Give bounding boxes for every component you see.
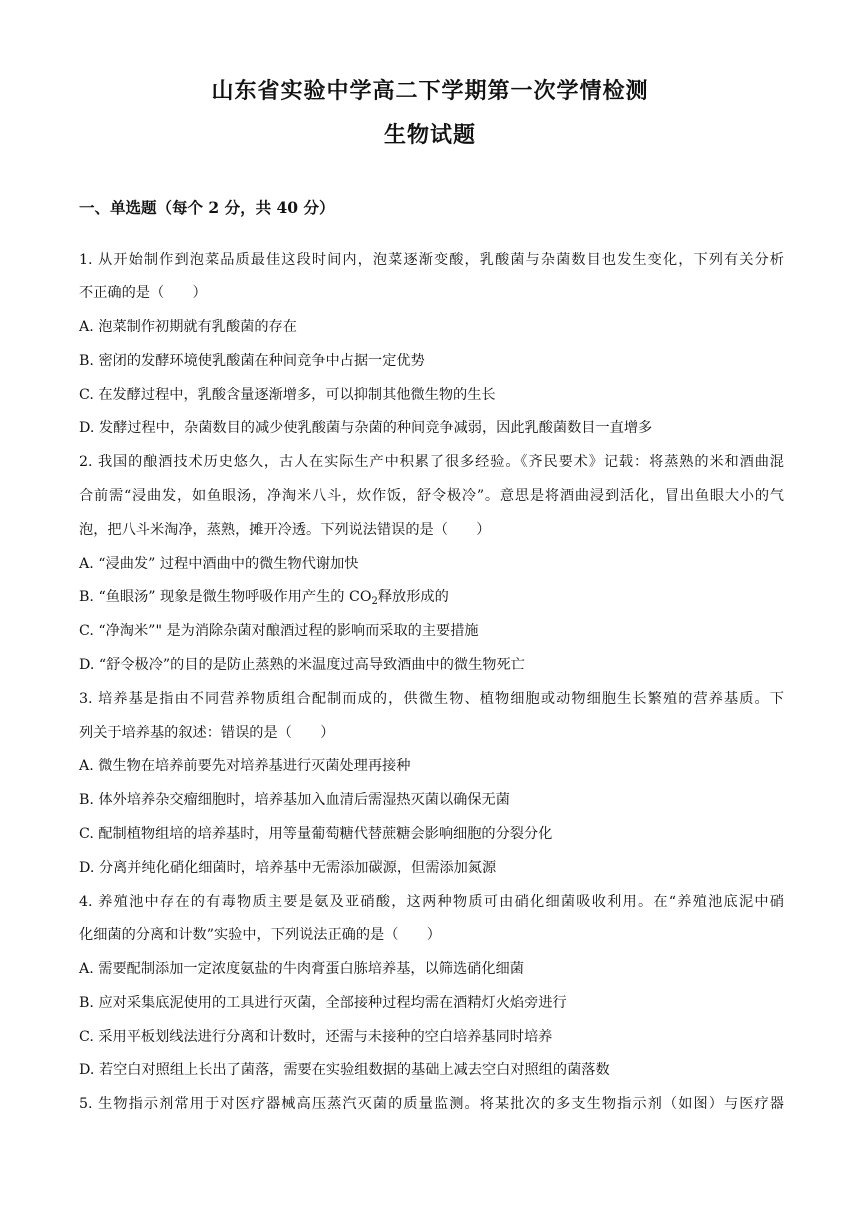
question-3-option-c: C. 配制植物组培的培养基时，用等量葡萄糖代替蔗糖会影响细胞的分裂分化: [79, 826, 553, 842]
question-3-stem-line-2: 列关于培养基的叙述：错误的是（ ）: [79, 725, 335, 741]
question-1-option-d: D. 发酵过程中，杂菌数目的减少使乳酸菌与杂菌的种间竞争减弱，因此乳酸菌数目一直增多: [79, 420, 653, 436]
question-2-stem-line-3: 泡，把八斗米淘净，蒸熟，摊开冷透。下列说法错误的是（ ）: [79, 522, 491, 538]
document-title: 山东省实验中学高二下学期第一次学情检测: [211, 78, 649, 104]
question-3-option-b: B. 体外培养杂交瘤细胞时，培养基加入血清后需湿热灭菌以确保无菌: [79, 792, 510, 808]
question-1-option-a: A. 泡菜制作初期就有乳酸菌的存在: [79, 319, 297, 335]
question-1-stem-line-1: 1. 从开始制作到泡菜品质最佳这段时间内，泡菜逐渐变酸，乳酸菌与杂菌数目也发生变化，下列有关分析: [79, 252, 784, 268]
question-2-option-d: D. “舒令极冷”的目的是防止蒸熟的米温度过高导致酒曲中的微生物死亡: [79, 657, 525, 673]
question-1-option-b: B. 密闭的发酵环境使乳酸菌在种间竞争中占据一定优势: [79, 353, 425, 369]
question-4-stem-line-2: 化细菌的分离和计数”实验中，下列说法正确的是（ ）: [79, 927, 441, 943]
question-4-option-a: A. 需要配制添加一定浓度氨盐的牛肉膏蛋白胨培养基，以筛选硝化细菌: [79, 961, 524, 977]
question-4-option-d: D. 若空白对照组上长出了菌落，需要在实验组数据的基础上减去空白对照组的菌落数: [79, 1062, 610, 1078]
document-subtitle: 生物试题: [383, 122, 476, 148]
section-heading: 一、单选题（每个 2 分，共 40 分）: [79, 198, 335, 217]
question-2-option-b: [79, 587, 449, 607]
question-3-stem-line-1: 3. 培养基是指由不同营养物质组合配制而成的，供微生物、植物细胞或动物细胞生长繁殖的营养基质。下: [79, 691, 784, 707]
question-2-option-b-text: B. “鱼眼汤” 现象是微生物呼吸作用产生的 CO: [79, 589, 372, 605]
question-2-stem-line-1: 2. 我国的酿酒技术历史悠久，古人在实际生产中积累了很多经验。《齐民要术》记载：将蒸熟的米和酒曲混: [79, 454, 784, 470]
question-3-option-a: A. 微生物在培养前要先对培养基进行灭菌处理再接种: [79, 758, 411, 774]
subscript-2: 2: [371, 596, 378, 607]
question-3-option-d: D. 分离并纯化硝化细菌时，培养基中无需添加碳源，但需添加氮源: [79, 860, 497, 876]
question-4-option-c: C. 采用平板划线法进行分离和计数时，还需与未接种的空白培养基同时培养: [79, 1029, 553, 1045]
question-4-stem-line-1: 4. 养殖池中存在的有毒物质主要是氨及亚硝酸，这两种物质可由硝化细菌吸收利用。在“养殖池底泥中硝: [79, 894, 784, 910]
question-2-option-a: A. “浸曲发” 过程中酒曲中的微生物代谢加快: [79, 556, 359, 572]
question-1-option-c: C. 在发酵过程中，乳酸含量逐渐增多，可以抑制其他微生物的生长: [79, 387, 496, 403]
question-4-option-b: B. 应对采集底泥使用的工具进行灭菌，全部接种过程均需在酒精灯火焰旁进行: [79, 995, 567, 1011]
question-5-stem-line-1: 5. 生物指示剂常用于对医疗器械高压蒸汽灭菌的质量监测。将某批次的多支生物指示剂（如图）与医疗器: [79, 1096, 784, 1112]
question-2-option-c: C. “净淘米”" 是为消除杂菌对酿酒过程的影响而采取的主要措施: [79, 623, 479, 639]
question-2-option-b-tail: 释放形成的: [377, 589, 449, 605]
question-2-stem-line-2: 合前需“浸曲发，如鱼眼汤，净淘米八斗，炊作饭，舒令极冷”。意思是将酒曲浸到活化，冒出鱼眼大小的气: [79, 488, 784, 504]
question-1-stem-line-2: 不正确的是（ ）: [79, 285, 207, 301]
